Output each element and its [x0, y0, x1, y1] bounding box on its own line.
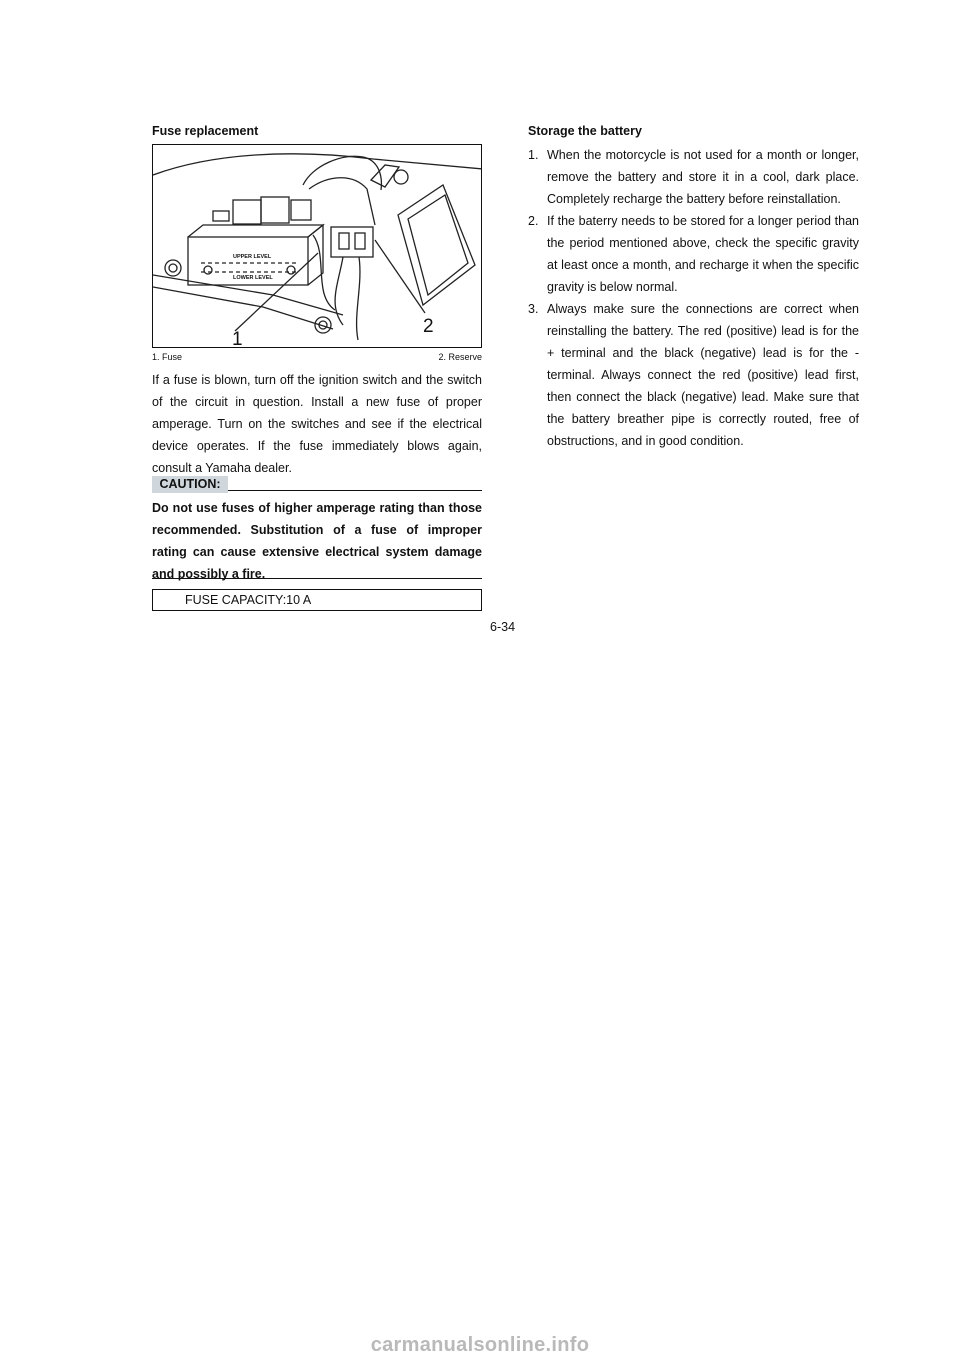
caution-label: CAUTION: — [152, 476, 228, 493]
caution-rule — [228, 490, 482, 491]
list-item-number: 1. — [528, 148, 539, 162]
callout-1: 1 — [232, 329, 243, 348]
list-item — [528, 210, 859, 298]
list-item-text: If the baterry needs to be stored for a longer period than the period mentioned above, check the specific gravity at least once a month, and recharge it when the specific gravity is below normal. — [547, 214, 859, 294]
list-item — [528, 144, 859, 210]
battery-lower-level-label: LOWER LEVEL — [233, 275, 273, 281]
list-item-text: Always make sure the connections are correct when reinstalling the battery. The red (positive) lead is for the + terminal and the black (negative) lead is for the - terminal. Always connect the red (positive) lead first, then connect the black (negative) lead. Make sure that the battery breather pipe is correctly routed, free of obstructions, and in good condition. — [547, 302, 859, 448]
caution-header — [152, 476, 482, 496]
fuse-instructions-paragraph: If a fuse is blown, turn off the ignition switch and the switch of the circuit in question. Install a new fuse of proper amperage. Turn on the switches and see if the electrical device operates. If the fuse immediately blows again, consult a Yamaha dealer. — [152, 373, 482, 475]
figure-caption-reserve: 2. Reserve — [438, 352, 482, 362]
fuse-figure — [152, 144, 482, 348]
list-item-number: 2. — [528, 214, 539, 228]
fuse-replacement-title: Fuse replacement — [152, 124, 259, 138]
storage-steps-list — [528, 144, 859, 452]
caution-text: Do not use fuses of higher amperage rating than those recommended. Substitution of a fuse of improper rating can cause extensive electrical system damage and possibly a fire. — [152, 501, 482, 581]
fuse-capacity-spec: FUSE CAPACITY:10 A — [152, 589, 482, 611]
callout-2: 2 — [423, 316, 434, 337]
figure-caption-fuse: 1. Fuse — [152, 352, 183, 362]
fuse-illustration — [153, 145, 482, 348]
list-item-text: When the motorcycle is not used for a month or longer, remove the battery and store it in a cool, dark place. Completely recharge the battery before reinstallation. — [547, 148, 859, 206]
watermark: carmanualsonline.info — [370, 1334, 590, 1356]
battery-upper-level-label: UPPER LEVEL — [233, 254, 272, 260]
storage-battery-title: Storage the battery — [528, 124, 642, 138]
page-number: 6-34 — [490, 620, 516, 634]
list-item — [528, 298, 859, 452]
caution-end-rule — [152, 578, 482, 579]
list-item-number: 3. — [528, 302, 539, 316]
